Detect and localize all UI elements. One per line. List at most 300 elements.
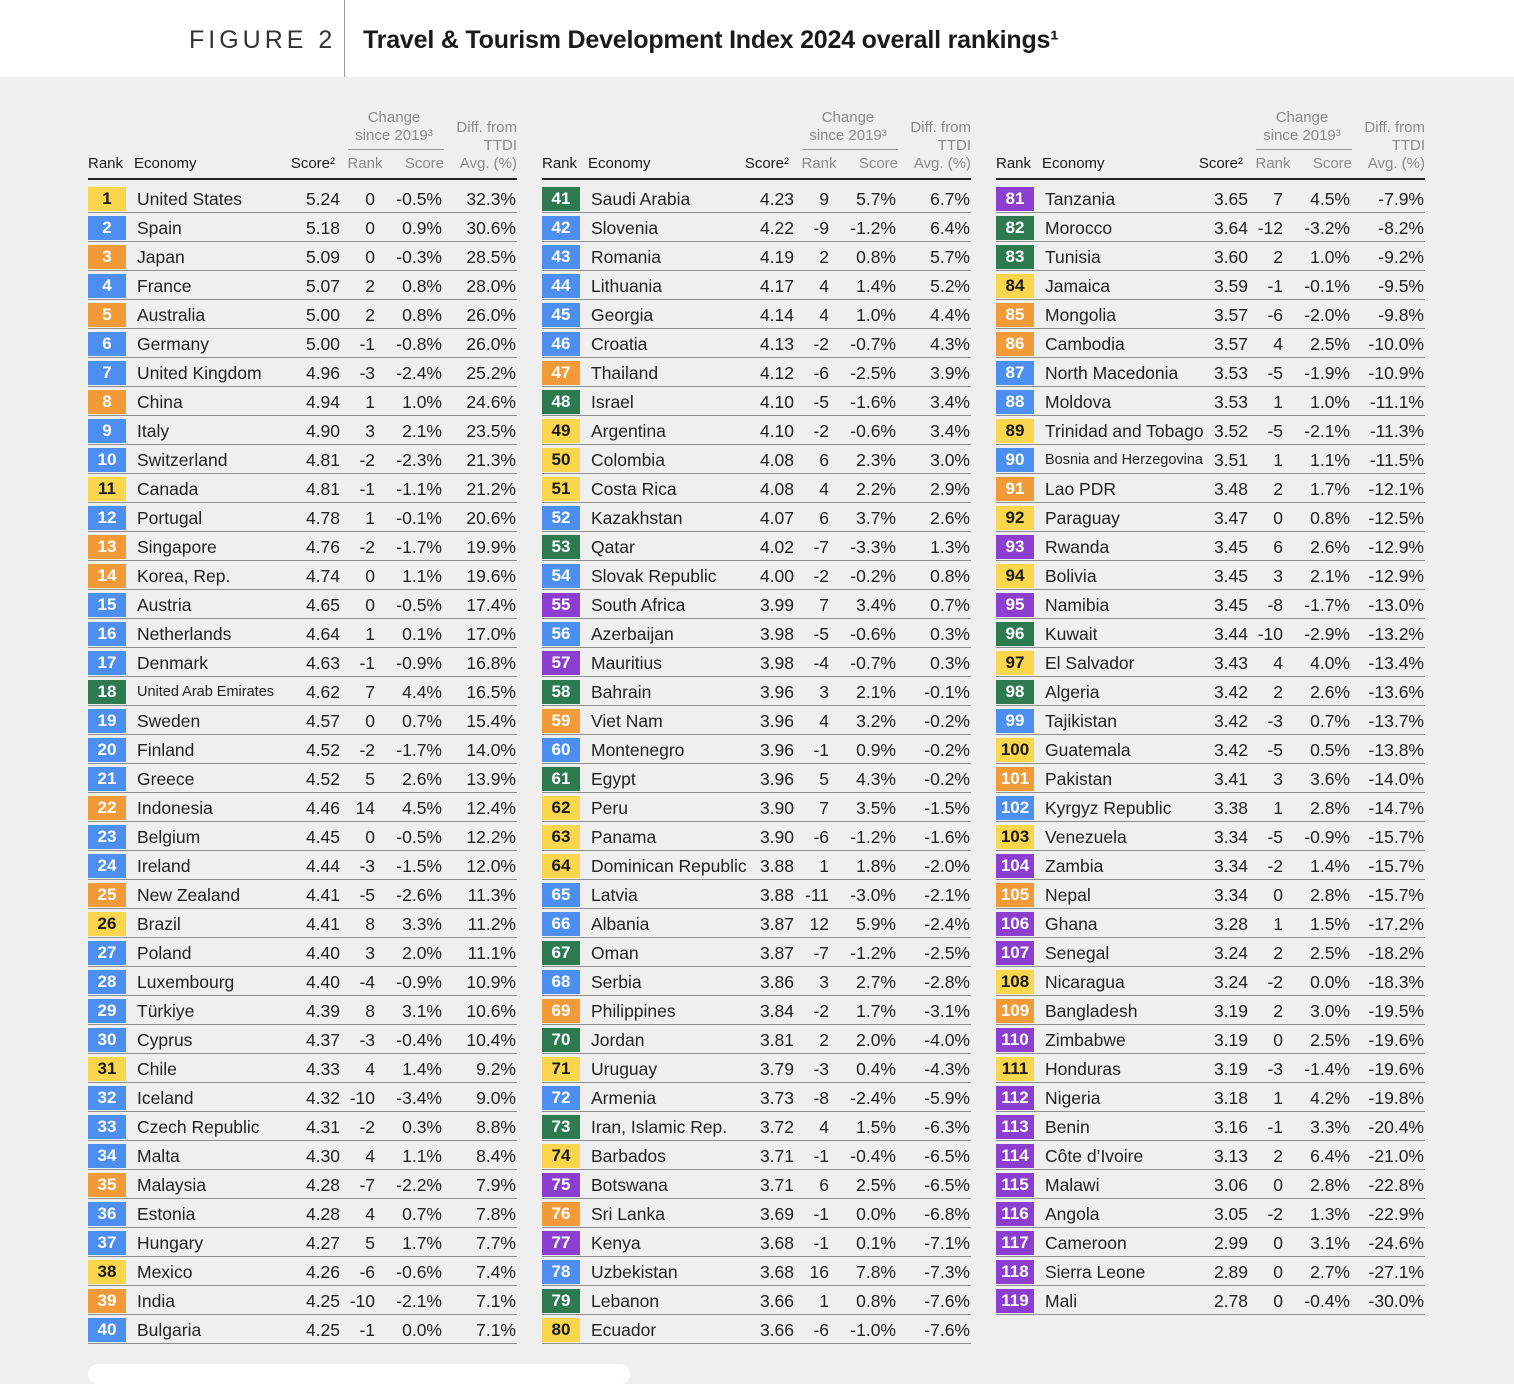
rank-badge: 5 <box>88 303 126 327</box>
economy-name: Saudi Arabia <box>591 189 691 209</box>
rank-badge: 64 <box>542 854 580 878</box>
diff-from-avg-value: 5.7% <box>930 247 970 267</box>
rank-badge: 76 <box>542 1202 580 1226</box>
score-value: 4.57 <box>305 711 340 731</box>
score-change-value: -2.0% <box>1304 305 1350 325</box>
economy-name: Dominican Republic <box>591 856 747 876</box>
economy-name: Ireland <box>137 856 191 876</box>
score-change-value: 4.5% <box>1310 189 1350 209</box>
score-change-value: -2.5% <box>850 363 896 383</box>
rank-badge: 55 <box>542 593 580 617</box>
score-value: 3.98 <box>759 653 794 673</box>
economy-name: Hungary <box>137 1233 204 1253</box>
rank-badge: 39 <box>88 1289 126 1313</box>
diff-from-avg-value: 7.1% <box>476 1320 516 1340</box>
table-row <box>88 213 517 242</box>
rank-badge: 24 <box>88 854 126 878</box>
score-change-value: 0.0% <box>1310 972 1350 992</box>
economy-name: Zimbabwe <box>1045 1030 1126 1050</box>
diff-from-avg-value: 4.3% <box>930 334 970 354</box>
rank-badge: 12 <box>88 506 126 530</box>
score-change-value: -1.2% <box>850 827 896 847</box>
rank-badge: 66 <box>542 912 580 936</box>
score-value: 5.09 <box>305 247 340 267</box>
economy-name: Romania <box>591 247 662 267</box>
score-change-value: -3.3% <box>850 537 896 557</box>
diff-from-avg-value: 10.9% <box>466 972 516 992</box>
score-value: 4.00 <box>759 566 794 586</box>
score-value: 3.42 <box>1213 740 1248 760</box>
table-row <box>996 793 1425 822</box>
table-row <box>542 416 971 445</box>
diff-from-avg-value: 19.9% <box>466 537 516 557</box>
economy-name: New Zealand <box>137 885 241 905</box>
score-value: 4.52 <box>305 769 340 789</box>
diff-from-avg-value: -12.9% <box>1368 566 1424 586</box>
economy-name: Serbia <box>591 972 642 992</box>
score-change-value: 0.3% <box>402 1117 442 1137</box>
rank-badge: 56 <box>542 622 580 646</box>
score-value: 4.08 <box>759 479 794 499</box>
table-row <box>996 706 1425 735</box>
rank-change-value: -8 <box>813 1088 829 1108</box>
score-change-value: 2.8% <box>1310 1175 1350 1195</box>
score-change-value: -1.2% <box>850 943 896 963</box>
rank-badge: 75 <box>542 1173 580 1197</box>
change-score-header: Score <box>858 155 898 172</box>
score-change-value: 2.1% <box>856 682 896 702</box>
rank-change-value: -10 <box>349 1088 375 1108</box>
diff-from-avg-value: 26.0% <box>466 305 516 325</box>
diff-from-avg-value: -27.1% <box>1368 1262 1424 1282</box>
rank-badge: 118 <box>996 1260 1034 1284</box>
economy-name: Poland <box>137 943 192 963</box>
table-row <box>542 822 971 851</box>
score-change-value: 4.5% <box>402 798 442 818</box>
economy-name: Azerbaijan <box>591 624 674 644</box>
diff-header-line: TTDI <box>937 137 971 154</box>
score-value: 3.51 <box>1213 450 1248 470</box>
table-row <box>542 1315 971 1344</box>
rank-change-value: 4 <box>365 1204 375 1224</box>
economy-name: Italy <box>137 421 170 441</box>
score-change-value: -0.5% <box>396 595 442 615</box>
rank-change-value: -6 <box>813 827 829 847</box>
score-value: 3.41 <box>1213 769 1248 789</box>
diff-header <box>1357 119 1425 173</box>
table-row <box>542 213 971 242</box>
rank-badge: 98 <box>996 680 1034 704</box>
score-value: 3.52 <box>1213 421 1248 441</box>
rank-badge: 23 <box>88 825 126 849</box>
change-group-rule <box>348 149 444 150</box>
diff-from-avg-value: -0.2% <box>924 711 970 731</box>
table-row <box>88 619 517 648</box>
rank-change-value: -12 <box>1257 218 1283 238</box>
rank-change-value: 4 <box>365 1146 375 1166</box>
economy-name: Sweden <box>137 711 201 731</box>
economy-name: Bangladesh <box>1045 1001 1138 1021</box>
score-value: 4.10 <box>759 421 794 441</box>
table-row <box>996 880 1425 909</box>
economy-name: Bosnia and Herzegovina <box>1045 452 1203 468</box>
diff-from-avg-value: -19.8% <box>1368 1088 1424 1108</box>
score-value: 3.65 <box>1213 189 1248 209</box>
score-change-value: 2.5% <box>856 1175 896 1195</box>
table-row <box>88 1170 517 1199</box>
diff-from-avg-value: 3.0% <box>930 450 970 470</box>
table-row <box>88 880 517 909</box>
table-row <box>996 851 1425 880</box>
economy-name: Malta <box>137 1146 180 1166</box>
score-value: 4.94 <box>305 392 340 412</box>
change-group-header-line: Change <box>367 109 421 126</box>
diff-from-avg-value: -6.3% <box>924 1117 970 1137</box>
rank-change-value: -11 <box>805 885 829 905</box>
rank-change-value: 0 <box>365 247 375 267</box>
score-value: 3.90 <box>759 827 794 847</box>
change-group-header-line: since 2019³ <box>809 127 887 144</box>
diff-from-avg-value: -19.5% <box>1368 1001 1424 1021</box>
rank-badge: 99 <box>996 709 1034 733</box>
economy-header: Economy <box>588 155 651 172</box>
score-change-value: 7.8% <box>856 1262 896 1282</box>
rank-badge: 19 <box>88 709 126 733</box>
diff-header-line: TTDI <box>483 137 517 154</box>
score-change-value: 1.7% <box>402 1233 442 1253</box>
economy-name: Moldova <box>1045 392 1112 412</box>
score-value: 3.47 <box>1213 508 1248 528</box>
table-row <box>542 590 971 619</box>
score-value: 4.65 <box>305 595 340 615</box>
rank-badge: 47 <box>542 361 580 385</box>
diff-from-avg-value: 9.2% <box>476 1059 516 1079</box>
economy-name: Lao PDR <box>1045 479 1117 499</box>
rank-change-value: -1 <box>359 334 375 354</box>
rank-badge: 33 <box>88 1115 126 1139</box>
rank-change-value: -4 <box>359 972 375 992</box>
rank-change-value: -6 <box>1267 305 1283 325</box>
table-row <box>88 271 517 300</box>
table-row <box>542 300 971 329</box>
economy-header: Economy <box>1042 155 1105 172</box>
economy-name: Finland <box>137 740 195 760</box>
economy-name: Uruguay <box>591 1059 658 1079</box>
score-value: 2.78 <box>1213 1291 1248 1311</box>
table-row <box>88 1025 517 1054</box>
rank-badge: 40 <box>88 1318 126 1342</box>
score-change-value: 0.8% <box>1310 508 1350 528</box>
diff-from-avg-value: -11.3% <box>1369 421 1424 441</box>
rank-badge: 104 <box>996 854 1034 878</box>
rank-badge: 2 <box>88 216 126 240</box>
diff-from-avg-value: 24.6% <box>466 392 516 412</box>
diff-from-avg-value: 10.6% <box>466 1001 516 1021</box>
table-row <box>88 1315 517 1344</box>
rank-badge: 35 <box>88 1173 126 1197</box>
diff-from-avg-value: -19.6% <box>1368 1059 1424 1079</box>
score-change-value: -0.1% <box>1304 276 1350 296</box>
table-row <box>88 764 517 793</box>
diff-from-avg-value: -13.0% <box>1368 595 1424 615</box>
score-change-value: 3.1% <box>1310 1233 1350 1253</box>
diff-from-avg-value: 16.5% <box>466 682 516 702</box>
table-row <box>88 677 517 706</box>
table-row <box>88 967 517 996</box>
diff-from-avg-value: 4.4% <box>930 305 970 325</box>
diff-header-line: Avg. (%) <box>1367 155 1425 172</box>
score-value: 5.18 <box>305 218 340 238</box>
economy-name: Switzerland <box>137 450 228 470</box>
table-row <box>542 184 971 213</box>
rank-change-value: -5 <box>1267 421 1283 441</box>
rank-change-value: 1 <box>365 392 375 412</box>
rank-change-value: 2 <box>1273 479 1283 499</box>
rank-badge: 85 <box>996 303 1034 327</box>
rank-badge: 108 <box>996 970 1034 994</box>
rank-change-value: 4 <box>819 276 829 296</box>
table-row <box>88 184 517 213</box>
economy-name: Lithuania <box>591 276 663 296</box>
table-row <box>996 909 1425 938</box>
table-row <box>996 358 1425 387</box>
score-change-value: -2.3% <box>396 450 442 470</box>
score-change-value: 1.7% <box>1310 479 1350 499</box>
score-change-value: -2.6% <box>396 885 442 905</box>
economy-name: Montenegro <box>591 740 685 760</box>
diff-from-avg-value: 7.4% <box>476 1262 516 1282</box>
score-value: 4.62 <box>305 682 340 702</box>
table-row <box>88 387 517 416</box>
economy-name: South Africa <box>591 595 686 615</box>
score-value: 3.59 <box>1213 276 1248 296</box>
rank-change-value: -5 <box>1267 827 1283 847</box>
rank-change-value: -2 <box>359 740 375 760</box>
diff-from-avg-value: 2.9% <box>930 479 970 499</box>
score-change-value: 6.4% <box>1310 1146 1350 1166</box>
diff-from-avg-value: 16.8% <box>466 653 516 673</box>
economy-name: Bahrain <box>591 682 652 702</box>
table-row <box>88 1141 517 1170</box>
rank-change-value: 2 <box>1273 1146 1283 1166</box>
score-change-value: -0.4% <box>850 1146 896 1166</box>
rank-badge: 103 <box>996 825 1034 849</box>
diff-from-avg-value: 12.2% <box>466 827 516 847</box>
rank-change-value: 6 <box>819 1175 829 1195</box>
change-rank-header: Rank <box>347 155 383 172</box>
diff-from-avg-value: 14.0% <box>466 740 516 760</box>
diff-from-avg-value: -9.2% <box>1378 247 1424 267</box>
table-row <box>88 1257 517 1286</box>
score-value: 4.76 <box>305 537 340 557</box>
table-row <box>88 996 517 1025</box>
rank-change-value: 4 <box>1273 653 1283 673</box>
economy-name: Tajikistan <box>1045 711 1117 731</box>
economy-name: Botswana <box>591 1175 668 1195</box>
table-row <box>542 967 971 996</box>
table-row <box>996 416 1425 445</box>
score-value: 4.14 <box>759 305 794 325</box>
rank-change-value: 7 <box>819 798 829 818</box>
score-change-value: -0.8% <box>396 334 442 354</box>
diff-from-avg-value: -9.5% <box>1378 276 1424 296</box>
economy-name: Pakistan <box>1045 769 1113 789</box>
column-header <box>996 108 1425 184</box>
score-value: 3.88 <box>759 856 794 876</box>
diff-from-avg-value: -3.1% <box>924 1001 970 1021</box>
score-value: 4.26 <box>305 1262 340 1282</box>
score-change-value: 1.1% <box>1310 450 1350 470</box>
economy-name: Algeria <box>1045 682 1100 702</box>
economy-name: Czech Republic <box>137 1117 260 1137</box>
diff-from-avg-value: 7.7% <box>476 1233 516 1253</box>
score-change-value: 0.7% <box>402 711 442 731</box>
score-change-value: 1.0% <box>856 305 896 325</box>
diff-from-avg-value: -13.2% <box>1368 624 1424 644</box>
rank-badge: 53 <box>542 535 580 559</box>
rank-badge: 46 <box>542 332 580 356</box>
score-value: 4.41 <box>305 914 340 934</box>
rank-change-value: -2 <box>1267 972 1283 992</box>
diff-from-avg-value: -30.0% <box>1368 1291 1424 1311</box>
rank-badge: 41 <box>542 187 580 211</box>
table-column <box>542 108 971 1344</box>
economy-name: Mauritius <box>591 653 662 673</box>
rank-badge: 51 <box>542 477 580 501</box>
rank-change-value: 8 <box>365 914 375 934</box>
score-value: 4.74 <box>305 566 340 586</box>
score-change-value: 2.5% <box>1310 943 1350 963</box>
diff-from-avg-value: -13.8% <box>1368 740 1424 760</box>
score-header: Score² <box>744 155 789 172</box>
rank-change-value: 1 <box>819 1291 829 1311</box>
economy-name: United Kingdom <box>137 363 262 383</box>
rank-badge: 34 <box>88 1144 126 1168</box>
economy-name: Armenia <box>591 1088 657 1108</box>
table-row <box>88 474 517 503</box>
economy-name: Qatar <box>591 537 635 557</box>
diff-from-avg-value: -2.4% <box>924 914 970 934</box>
score-change-value: 2.2% <box>856 479 896 499</box>
rank-change-value: -1 <box>813 740 829 760</box>
rank-badge: 48 <box>542 390 580 414</box>
rank-change-value: 5 <box>365 769 375 789</box>
diff-from-avg-value: -8.2% <box>1378 218 1424 238</box>
rank-badge: 44 <box>542 274 580 298</box>
score-value: 3.81 <box>759 1030 794 1050</box>
score-value: 4.64 <box>305 624 340 644</box>
rank-badge: 59 <box>542 709 580 733</box>
score-value: 3.69 <box>759 1204 794 1224</box>
rank-change-value: -1 <box>813 1233 829 1253</box>
rank-badge: 26 <box>88 912 126 936</box>
table-row <box>542 532 971 561</box>
diff-from-avg-value: 0.7% <box>930 595 970 615</box>
table-row <box>88 445 517 474</box>
score-change-value: -1.9% <box>1304 363 1350 383</box>
score-value: 4.46 <box>305 798 340 818</box>
score-change-value: -0.2% <box>850 566 896 586</box>
rank-change-value: -2 <box>813 421 829 441</box>
rank-badge: 27 <box>88 941 126 965</box>
rank-badge: 1 <box>88 187 126 211</box>
score-change-value: 0.9% <box>856 740 896 760</box>
score-value: 3.34 <box>1213 827 1248 847</box>
table-row <box>88 590 517 619</box>
score-value: 3.19 <box>1213 1030 1248 1050</box>
score-value: 3.38 <box>1213 798 1248 818</box>
rank-badge: 28 <box>88 970 126 994</box>
rank-change-value: -5 <box>813 392 829 412</box>
rank-badge: 49 <box>542 419 580 443</box>
rank-change-value: 0 <box>365 595 375 615</box>
score-change-value: -1.7% <box>396 537 442 557</box>
economy-name: Kuwait <box>1045 624 1098 644</box>
table-row <box>88 329 517 358</box>
economy-name: Egypt <box>591 769 636 789</box>
table-row <box>996 184 1425 213</box>
table-row <box>542 909 971 938</box>
change-score-header: Score <box>404 155 444 172</box>
rank-badge: 13 <box>88 535 126 559</box>
score-value: 4.07 <box>759 508 794 528</box>
table-row <box>542 793 971 822</box>
diff-from-avg-value: -12.5% <box>1368 508 1424 528</box>
score-value: 3.64 <box>1213 218 1248 238</box>
table-row <box>88 822 517 851</box>
rank-change-value: 4 <box>819 305 829 325</box>
score-value: 4.33 <box>305 1059 340 1079</box>
rank-badge: 117 <box>996 1231 1034 1255</box>
diff-from-avg-value: 17.0% <box>466 624 516 644</box>
diff-from-avg-value: 9.0% <box>476 1088 516 1108</box>
rank-change-value: 0 <box>1273 885 1283 905</box>
economy-name: Luxembourg <box>137 972 235 992</box>
score-value: 3.44 <box>1213 624 1248 644</box>
diff-from-avg-value: 6.7% <box>930 189 970 209</box>
table-column <box>88 108 517 1344</box>
rank-change-value: 0 <box>1273 1291 1283 1311</box>
score-change-value: 0.0% <box>856 1204 896 1224</box>
diff-from-avg-value: 3.9% <box>930 363 970 383</box>
table-row <box>88 1083 517 1112</box>
score-value: 3.96 <box>759 682 794 702</box>
diff-from-avg-value: -14.7% <box>1368 798 1424 818</box>
rank-badge: 32 <box>88 1086 126 1110</box>
diff-from-avg-value: -1.6% <box>924 827 970 847</box>
economy-name: Barbados <box>591 1146 666 1166</box>
change-group-header-line: since 2019³ <box>355 127 433 144</box>
diff-from-avg-value: -19.6% <box>1368 1030 1424 1050</box>
table-row <box>542 1025 971 1054</box>
rank-badge: 31 <box>88 1057 126 1081</box>
table-row <box>88 1199 517 1228</box>
score-change-value: 0.1% <box>402 624 442 644</box>
score-change-value: 3.4% <box>856 595 896 615</box>
rank-change-value: 14 <box>355 798 375 818</box>
score-value: 3.28 <box>1213 914 1248 934</box>
rank-change-value: 9 <box>819 189 829 209</box>
score-change-value: 2.8% <box>1310 798 1350 818</box>
rank-badge: 67 <box>542 941 580 965</box>
rank-badge: 10 <box>88 448 126 472</box>
rank-badge: 8 <box>88 390 126 414</box>
score-value: 4.25 <box>305 1320 340 1340</box>
score-value: 3.42 <box>1213 682 1248 702</box>
diff-from-avg-value: 25.2% <box>466 363 516 383</box>
rank-badge: 83 <box>996 245 1034 269</box>
diff-from-avg-value: -13.7% <box>1368 711 1424 731</box>
